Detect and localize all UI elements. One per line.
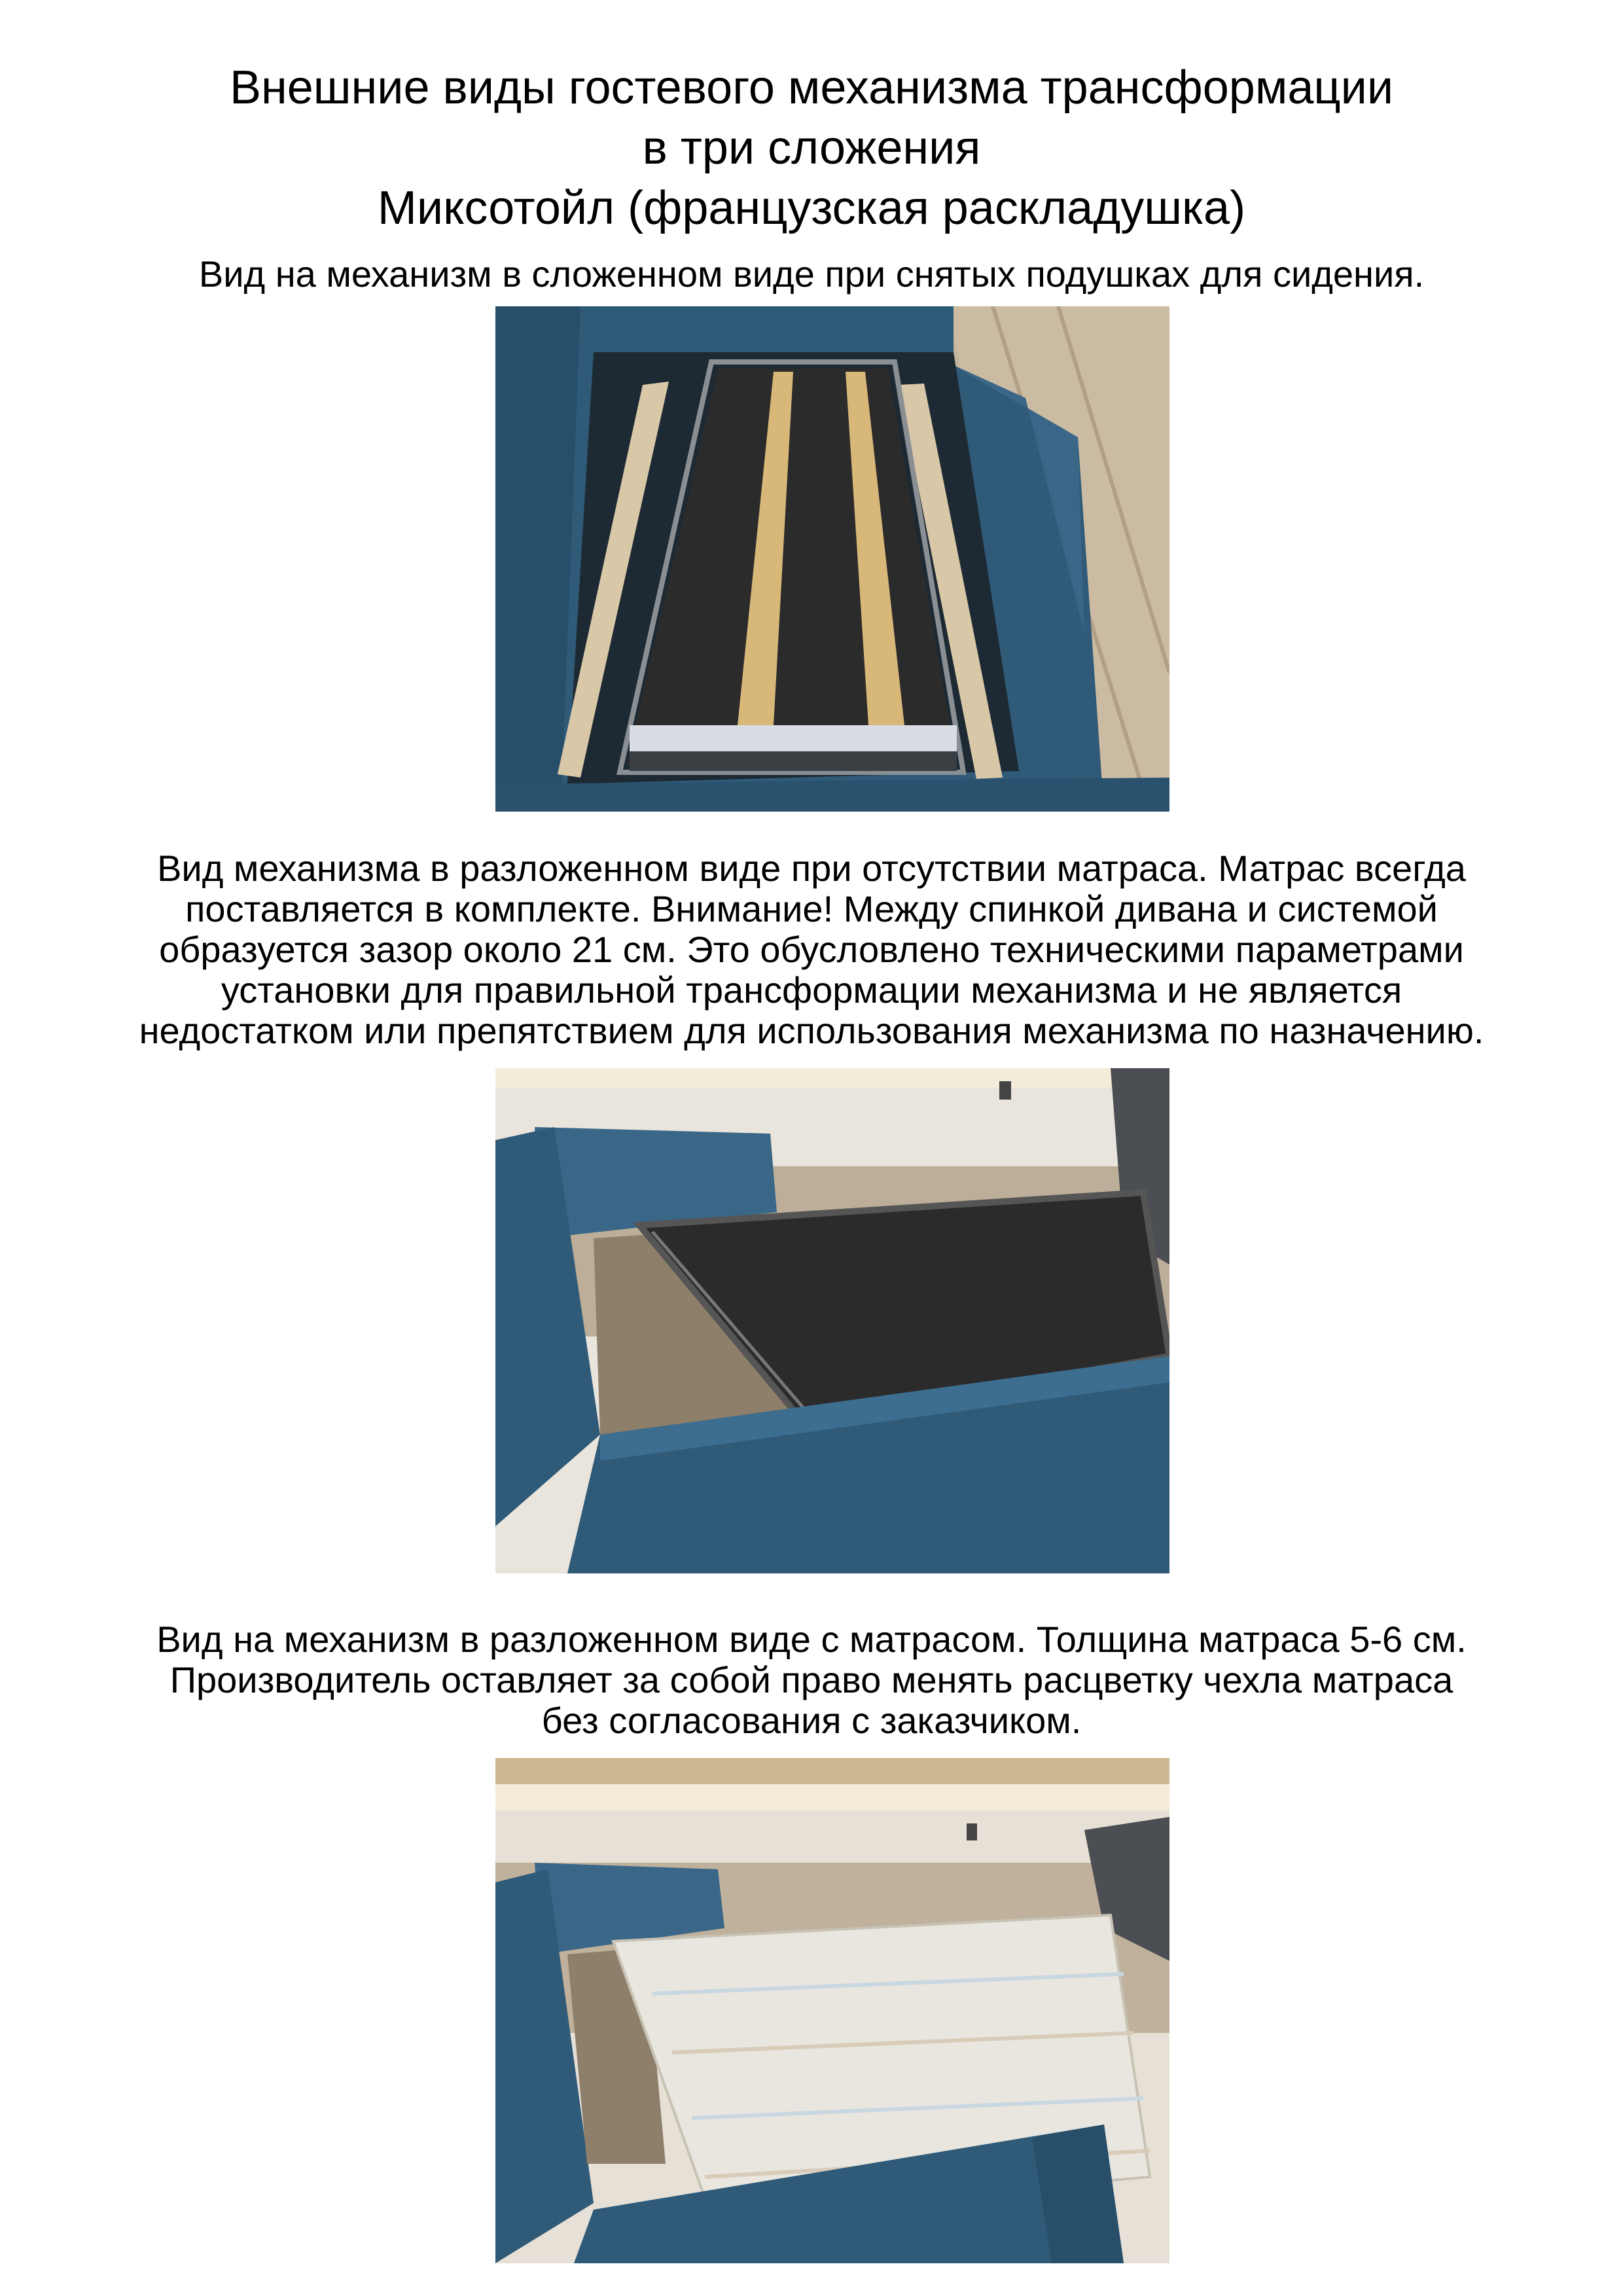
folded-mechanism-illustration: [495, 306, 1169, 812]
caption-line: Вид на механизм в разложенном виде с матрасом. Толщина матраса 5-6 см.: [156, 1619, 1467, 1660]
caption-unfolded-with-mattress: [0, 1619, 1623, 1741]
caption-line: Производитель оставляет за собой право менять расцветку чехла матраса: [169, 1659, 1454, 1700]
unfolded-mattress-illustration: [495, 1758, 1169, 2263]
caption-line: установки для правильной трансформации механизма и не является: [221, 969, 1402, 1011]
caption-line: поставляется в комплекте. Внимание! Между спинкой дивана и системой: [185, 888, 1438, 929]
unfolded-frame-illustration: [495, 1068, 1169, 1573]
title-line-2: в три сложения: [642, 122, 981, 174]
unfolded-with-mattress-photo: [495, 1758, 1169, 2263]
page-title: [0, 58, 1623, 238]
caption-unfolded-no-mattress: [0, 848, 1623, 1051]
title-line-1: Внешние виды гостевого механизма трансформации: [229, 62, 1394, 114]
folded-mechanism-photo: [495, 306, 1169, 812]
title-line-3: Миксотойл (французская раскладушка): [377, 182, 1246, 234]
caption-line: без согласования с заказчиком.: [541, 1700, 1082, 1741]
caption-line: недостатком или препятствием для использования механизма по назначению.: [139, 1010, 1484, 1051]
caption-line: Вид на механизм в сложенном виде при снятых подушках для сидения.: [198, 253, 1425, 295]
caption-line: Вид механизма в разложенном виде при отсутствии матраса. Матрас всегда: [157, 848, 1466, 889]
caption-line: образуется зазор около 21 см. Это обусловлено техническими параметрами: [159, 929, 1464, 970]
caption-folded: [0, 254, 1623, 295]
unfolded-without-mattress-photo: [495, 1068, 1169, 1573]
